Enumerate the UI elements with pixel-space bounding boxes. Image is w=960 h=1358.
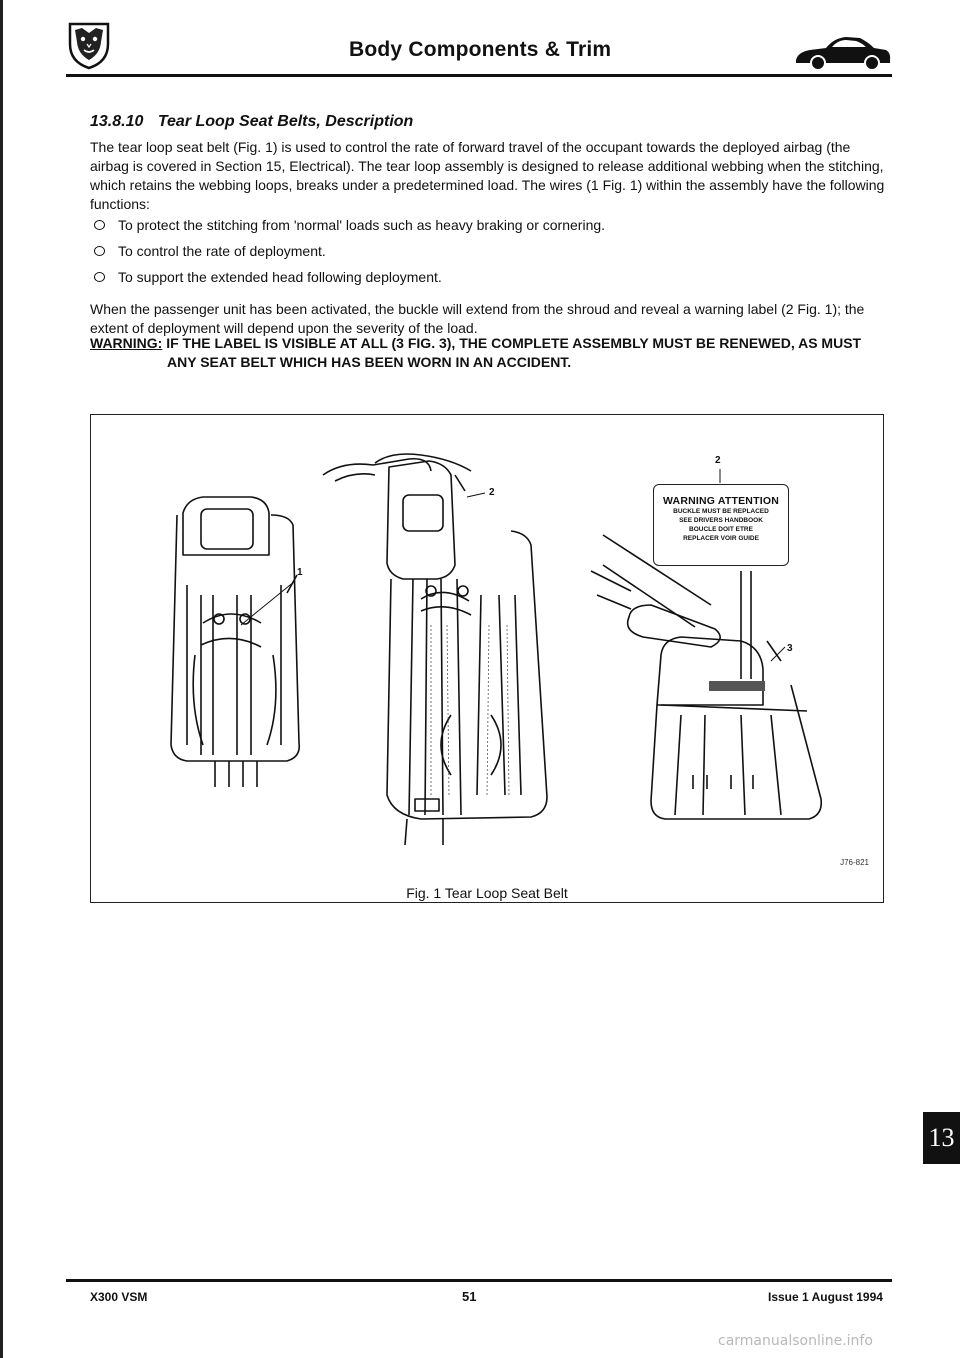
header-rule	[66, 74, 892, 77]
figure-seat-belt	[90, 414, 884, 903]
list-item-text: To control the rate of deployment.	[118, 243, 326, 259]
page-number: 51	[462, 1289, 477, 1304]
section-tab: 13	[923, 1112, 960, 1164]
car-silhouette-icon	[794, 30, 892, 74]
list-item-text: To support the extended head following deployment.	[118, 269, 442, 285]
figure-reference-code: J76-821	[840, 858, 869, 867]
list-item	[90, 267, 870, 287]
list-item	[90, 241, 870, 261]
warning-line-2: ANY SEAT BELT WHICH HAS BEEN WORN IN AN ACCIDENT.	[167, 354, 572, 370]
footer-rule	[66, 1279, 892, 1282]
warning-label-panel	[653, 484, 789, 566]
footer-issue-date: Issue 1 August 1994	[768, 1290, 883, 1304]
page-title: Body Components & Trim	[349, 38, 612, 61]
figure-caption: Fig. 1 Tear Loop Seat Belt	[406, 885, 568, 901]
warning-label: WARNING:	[90, 335, 163, 351]
callout-visible-label: 3	[787, 643, 793, 654]
bullet-circle-icon	[94, 272, 105, 282]
bullet-circle-icon	[94, 246, 105, 256]
label-panel-title: WARNING ATTENTION	[663, 495, 779, 507]
bullet-circle-icon	[94, 220, 105, 230]
left-margin-rule	[0, 0, 3, 1358]
list-item-text: To protect the stitching from 'normal' loads such as heavy braking or cornering.	[118, 217, 606, 233]
functions-list	[90, 215, 870, 293]
label-panel-line-1: BUCKLE MUST BE REPLACED	[673, 508, 769, 515]
deployment-paragraph: When the passenger unit has been activated, the buckle will extend from the shroud and reveal a warning label (2 Fig. 1); the extent of deployment will depend upon the severity of the load.	[90, 301, 865, 336]
page-header	[66, 20, 892, 78]
callout-label-center: 2	[489, 487, 495, 498]
label-panel-line-4: REPLACER VOIR GUIDE	[683, 535, 759, 542]
label-panel-line-2: SEE DRIVERS HANDBOOK	[679, 517, 763, 524]
callout-wires: 1	[297, 567, 303, 578]
watermark: carmanualsonline.info	[718, 1333, 873, 1349]
warning-line-1: IF THE LABEL IS VISIBLE AT ALL (3 FIG. 3), THE COMPLETE ASSEMBLY MUST BE RENEWED, AS MUST	[166, 335, 862, 351]
intro-paragraph: The tear loop seat belt (Fig. 1) is used to control the rate of forward travel of the occupant towards the deployed airbag (the airbag is covered in Section 15, Electrical). The tear loop assembly is designed to release additional webbing when the stitching, which retains the webbing loops, breaks under a predetermined load. The wires (1 Fig. 1) within the assembly have the following functions:	[90, 139, 885, 212]
list-item	[90, 215, 870, 235]
warning-notice	[90, 334, 890, 372]
jaguar-growler-logo	[66, 20, 112, 70]
callout-label-right: 2	[715, 455, 721, 466]
footer-manual-name: X300 VSM	[90, 1290, 148, 1304]
label-panel-line-3: BOUCLE DOIT ETRE	[689, 526, 753, 533]
section-heading	[90, 113, 413, 131]
section-number: 13.8.10	[90, 113, 144, 130]
section-title: Tear Loop Seat Belts, Description	[157, 113, 414, 130]
